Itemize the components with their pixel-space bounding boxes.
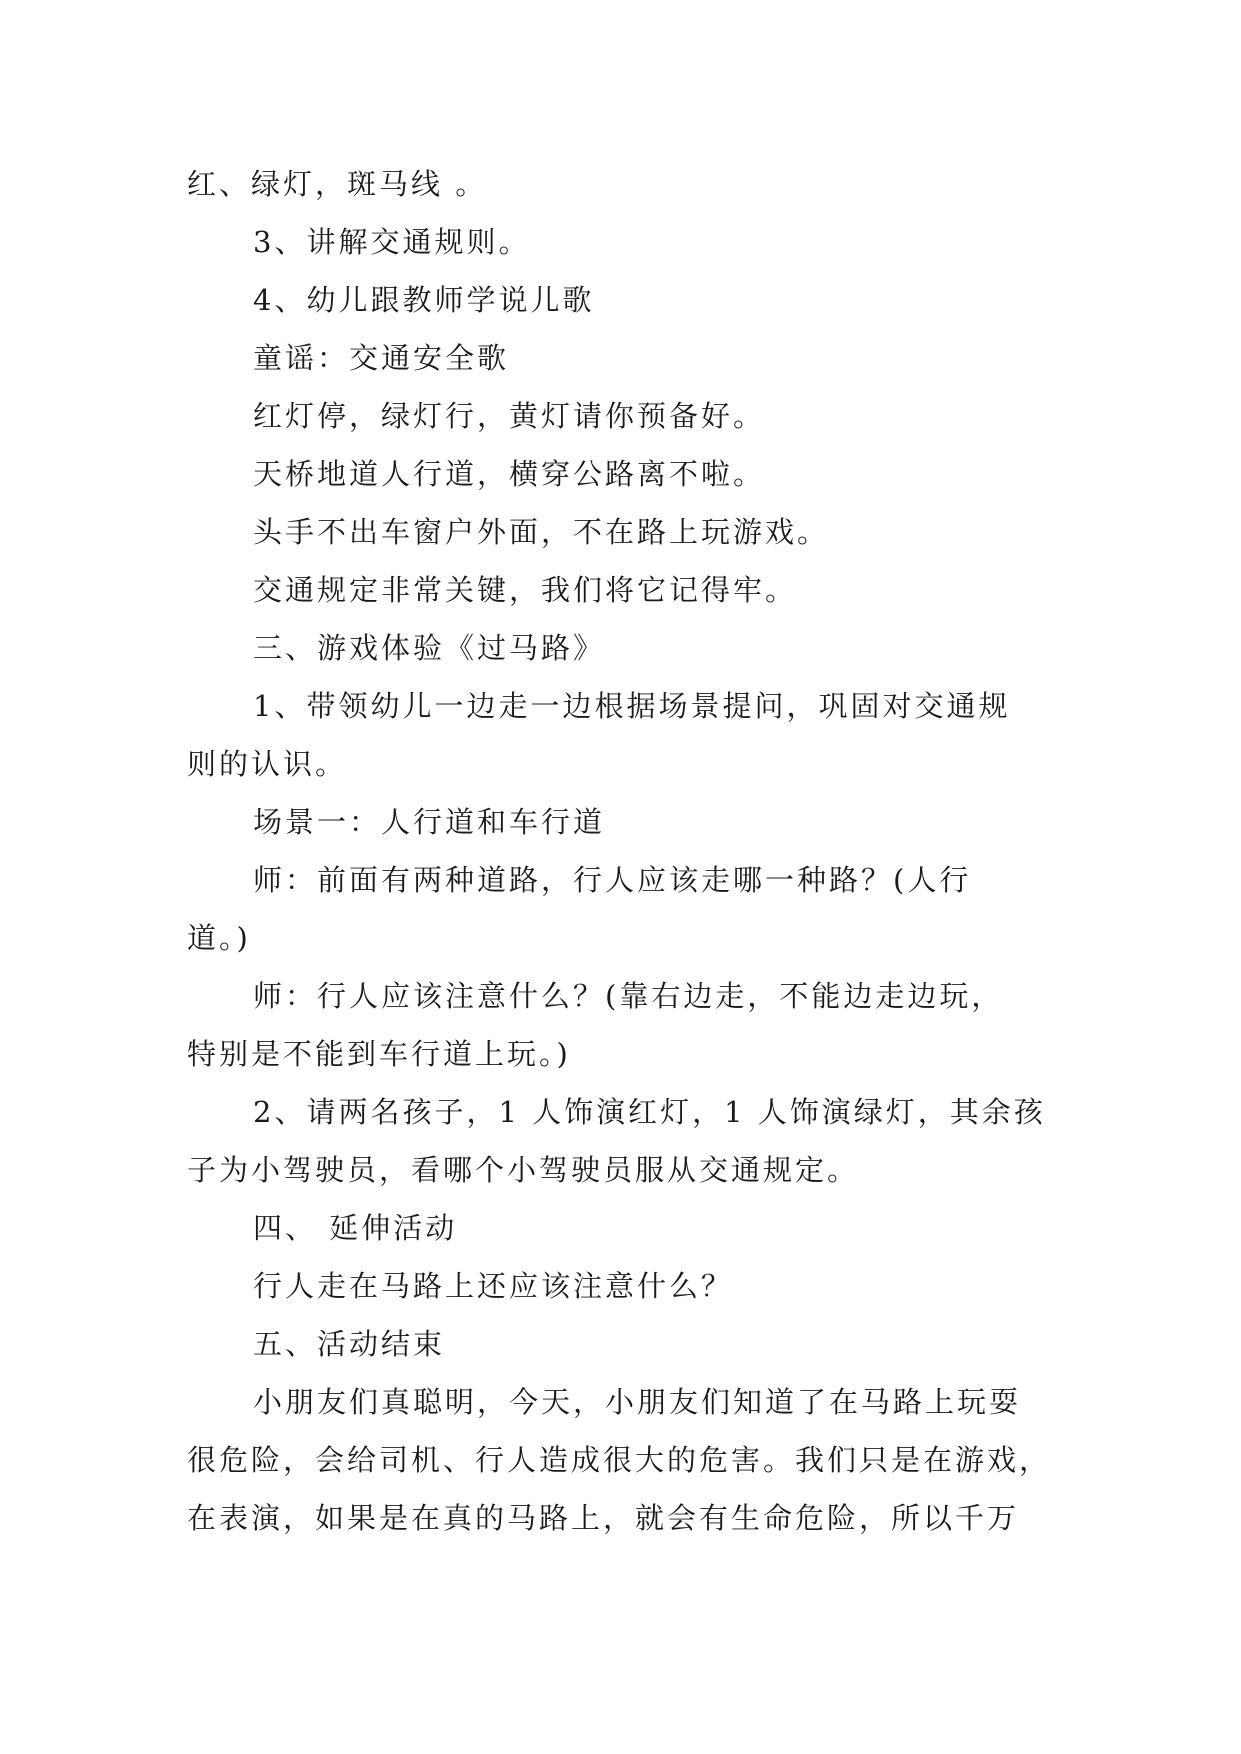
text-line: 则的认识。 <box>187 747 348 781</box>
text-line: 师：行人应该注意什么？(靠右边走，不能边走边玩， <box>253 979 1004 1013</box>
section-heading: 三、游戏体验《过马路》 <box>253 631 606 665</box>
song-title: 童谣：交通安全歌 <box>253 341 510 375</box>
text-line: 很危险，会给司机、行人造成很大的危害。我们只是在游戏， <box>187 1443 1052 1477</box>
text-line: 2、请两名孩子，1 人饰演红灯，1 人饰演绿灯，其余孩 <box>253 1095 1046 1129</box>
document-body <box>187 155 1055 1547</box>
text-line: 子为小驾驶员，看哪个小驾驶员服从交通规定。 <box>187 1153 860 1187</box>
song-line: 头手不出车窗户外面，不在路上玩游戏。 <box>253 515 830 549</box>
section-heading: 五、活动结束 <box>253 1327 446 1361</box>
text-line: 4、幼儿跟教师学说儿歌 <box>253 283 595 317</box>
text-line: 小朋友们真聪明，今天，小朋友们知道了在马路上玩耍 <box>253 1385 1022 1419</box>
text-line: 道。) <box>187 921 251 955</box>
text-line: 在表演，如果是在真的马路上，就会有生命危险，所以千万 <box>187 1501 1020 1535</box>
text-line: 特别是不能到车行道上玩。) <box>187 1037 571 1071</box>
section-heading: 四、 延伸活动 <box>253 1211 458 1245</box>
text-line: 1、带领幼儿一边走一边根据场景提问，巩固对交通规 <box>253 689 1011 723</box>
song-line: 天桥地道人行道，横穿公路离不啦。 <box>253 457 766 491</box>
text-line: 红、绿灯，斑马线 。 <box>187 167 488 201</box>
text-line: 师：前面有两种道路，行人应该走哪一种路？(人行 <box>253 863 972 897</box>
text-line: 行人走在马路上还应该注意什么？ <box>253 1269 734 1303</box>
text-line: 3、讲解交通规则。 <box>253 225 531 259</box>
scene-heading: 场景一：人行道和车行道 <box>253 805 606 839</box>
song-line: 红灯停，绿灯行，黄灯请你预备好。 <box>253 399 766 433</box>
song-line: 交通规定非常关键，我们将它记得牢。 <box>253 573 798 607</box>
